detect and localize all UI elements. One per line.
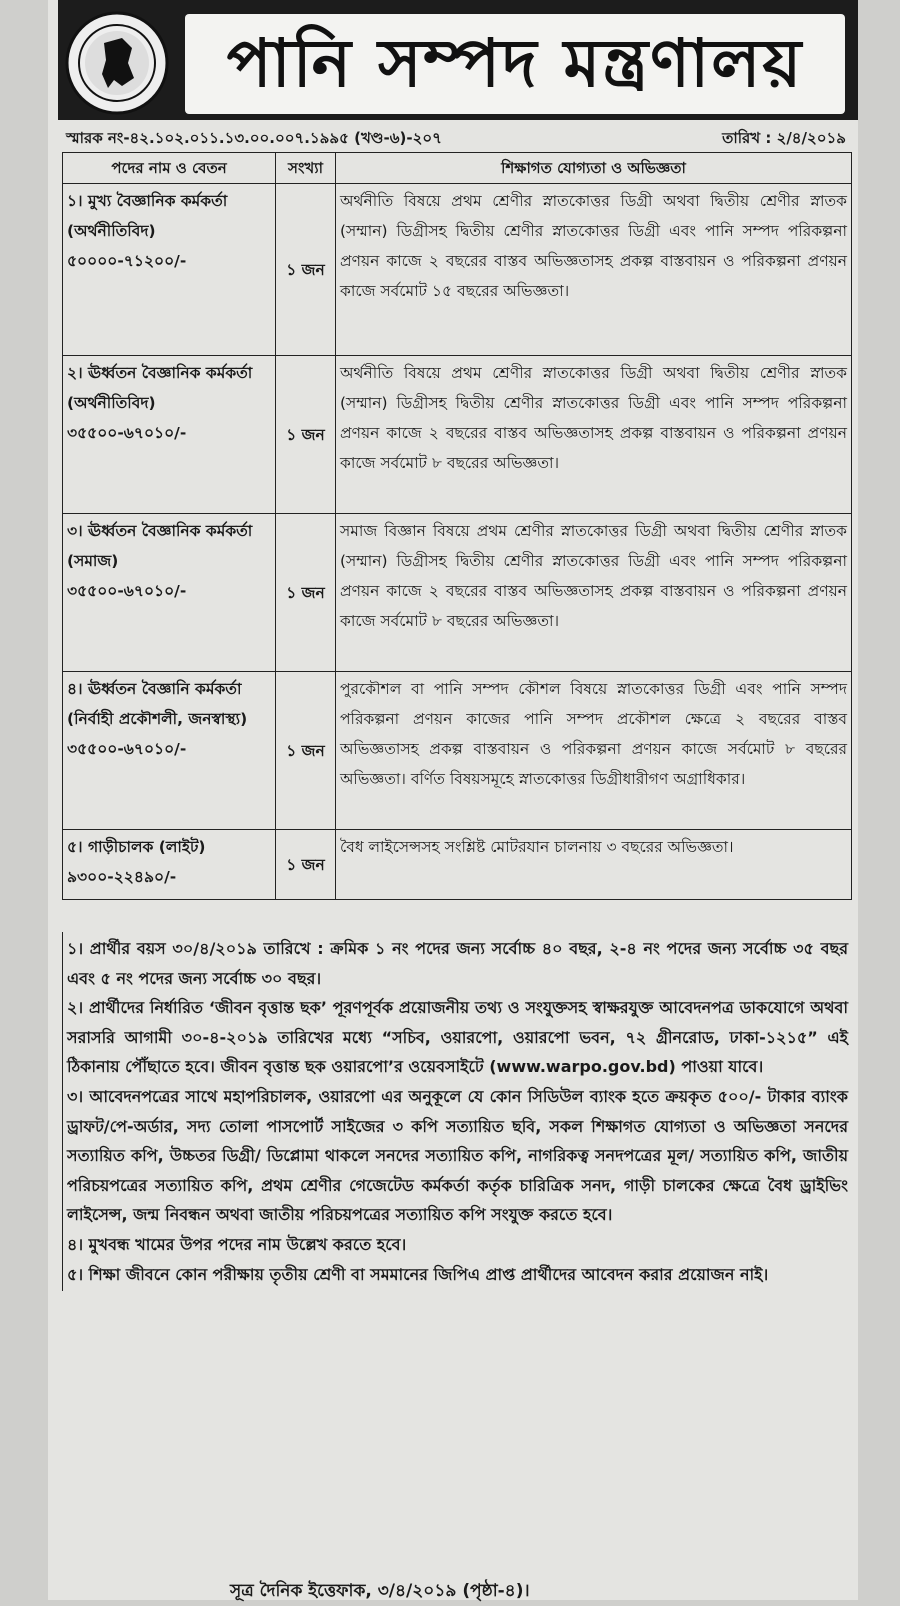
instruction-item: ৪। মুখবন্ধ খামের উপর পদের নাম উল্লেখ করতে হবে। <box>67 1234 407 1254</box>
instruction-item: ১। প্রার্থীর বয়স ৩০/৪/২০১৯ তারিখে : ক্রমিক ১ নং পদের জন্য সর্বোচ্চ ৪০ বছর, ২-৪ নং পদের জন্য সর্বোচ্চ ৩৫ বছর এবং ৫ নং পদের জন্য সর্বোচ্চ ৩০ বছর। <box>67 939 848 988</box>
post-name: ২। ঊর্ধ্বতন বৈজ্ঞানিক কর্মকর্তা (অর্থনীতিবিদ) <box>67 364 253 412</box>
table-row <box>63 514 852 672</box>
post-count: ১ জন <box>276 184 336 356</box>
post-name: ৪। ঊর্ধ্বতন বৈজ্ঞানি কর্মকর্তা (নির্বাহী প্রকৌশলী, জনস্বাস্থ্য) <box>67 680 248 728</box>
post-salary: ৯৩০০-২২৪৯০/- <box>67 868 177 886</box>
post-count: ১ জন <box>276 514 336 672</box>
instruction-item: ২। প্রার্থীদের নির্ধারিত ‘জীবন বৃত্তান্ত ছক’ পূরণপূর্বক প্রয়োজনীয় তথ্য ও সংযুক্তসহ স্বাক্ষরযুক্ত আবেদনপত্র ডাকযোগে অথবা সরাসরি আগামী ৩০-৪-২০১৯ তারিখের মধ্যে “সচিব, ওয়ারপো, ওয়ারপো ভবন, ৭২ গ্রীনরোড, ঢাকা-১২১৫” এই ঠিকানায় পৌঁছাতে হবে। জীবন বৃত্তান্ত ছক ওয়ারপো’র ওয়েবসাইটে (www.warpo.gov.bd) পাওয়া যাবে। <box>67 998 848 1077</box>
post-salary: ৩৫৫০০-৬৭০১০/- <box>67 740 187 758</box>
post-count: ১ জন <box>276 356 336 514</box>
header-count: সংখ্যা <box>276 153 336 184</box>
table-row <box>63 184 852 356</box>
post-name-cell <box>63 830 276 900</box>
posts-table <box>62 152 852 900</box>
post-name-cell <box>63 184 276 356</box>
memo-line <box>62 124 852 152</box>
post-qualification: সমাজ বিজ্ঞান বিষয়ে প্রথম শ্রেণীর স্নাতকোত্তর ডিগ্রী অথবা দ্বিতীয় শ্রেণীর স্নাতক (সম্মান) ডিগ্রীসহ দ্বিতীয় শ্রেণীর স্নাতকোত্তর ডিগ্রী এবং পানি সম্পদ পরিকল্পনা প্রণয়ন কাজে ২ বছরের বাস্তব অভিজ্ঞতাসহ প্রকল্প বাস্তবায়ন ও পরিকল্পনা প্রণয়ন কাজে সর্বমোট ৮ বছরের অভিজ্ঞতা। <box>336 514 852 672</box>
newspaper-source: সূত্র দৈনিক ইত্তেফাক, ৩/৪/২০১৯ (পৃষ্ঠা-৪)। <box>230 1581 530 1601</box>
post-count: ১ জন <box>276 830 336 900</box>
memo-reference: স্মারক নং-৪২.১০২.০১১.১৩.০০.০০৭.১৯৯৫ (খণ্ড-৬)-২০৭ <box>66 129 442 147</box>
post-salary: ৩৫৫০০-৬৭০১০/- <box>67 582 187 600</box>
post-qualification: পুরকৌশল বা পানি সম্পদ কৌশল বিষয়ে স্নাতকোত্তর ডিগ্রী এবং পানি সম্পদ পরিকল্পনা প্রণয়ন কাজের পানি সম্পদ প্রকৌশল ক্ষেত্রে ২ বছরের বাস্তব অভিজ্ঞতাসহ প্রকল্প বাস্তবায়ন ও পরিকল্পনা প্রণয়ন কাজে সর্বমোট ৮ বছরের অভিজ্ঞতা। বর্ণিত বিষয়সমূহে স্নাতকোত্তর ডিগ্রীধারীগণ অগ্রাধিকার। <box>336 672 852 830</box>
post-count: ১ জন <box>276 672 336 830</box>
post-name: ৫। গাড়ীচালক (লাইট) <box>67 838 206 856</box>
post-name: ৩। ঊর্ধ্বতন বৈজ্ঞানিক কর্মকর্তা (সমাজ) <box>67 522 253 570</box>
post-name-cell <box>63 672 276 830</box>
header-post-name: পদের নাম ও বেতন <box>63 153 276 184</box>
government-seal-logo <box>62 8 172 118</box>
memo-date: তারিখ : ২/৪/২০১৯ <box>722 129 846 147</box>
post-qualification: বৈধ লাইসেন্সসহ সংশ্লিষ্ট মোটরযান চালনায় ৩ বছরের অভিজ্ঞতা। <box>336 830 852 900</box>
post-name-cell <box>63 514 276 672</box>
instruction-item: ৫। শিক্ষা জীবনে কোন পরীক্ষায় তৃতীয় শ্রেণী বা সমমানের জিপিএ প্রাপ্ত প্রার্থীদের আবেদন করার প্রয়োজন নাই। <box>67 1264 769 1284</box>
table-row <box>63 830 852 900</box>
post-qualification: অর্থনীতি বিষয়ে প্রথম শ্রেণীর স্নাতকোত্তর ডিগ্রী অথবা দ্বিতীয় শ্রেণীর স্নাতক (সম্মান) ডিগ্রীসহ দ্বিতীয় শ্রেণীর স্নাতকোত্তর ডিগ্রী এবং পানি সম্পদ পরিকল্পনা প্রণয়ন কাজে ২ বছরের বাস্তব অভিজ্ঞতাসহ প্রকল্প বাস্তবায়ন ও পরিকল্পনা প্রণয়ন কাজে সর্বমোট ১৫ বছরের অভিজ্ঞতা। <box>336 184 852 356</box>
post-name: ১। মুখ্য বৈজ্ঞানিক কর্মকর্তা (অর্থনীতিবিদ) <box>67 192 228 240</box>
table-row <box>63 672 852 830</box>
ministry-title: পানি সম্পদ মন্ত্রণালয় <box>185 14 845 114</box>
header-qualification: শিক্ষাগত যোগ্যতা ও অভিজ্ঞতা <box>336 153 852 184</box>
application-instructions <box>62 932 852 1291</box>
post-salary: ৩৫৫০০-৬৭০১০/- <box>67 424 187 442</box>
table-header-row <box>63 153 852 184</box>
post-salary: ৫০০০০-৭১২০০/- <box>67 252 187 270</box>
post-qualification: অর্থনীতি বিষয়ে প্রথম শ্রেণীর স্নাতকোত্তর ডিগ্রী অথবা দ্বিতীয় শ্রেণীর স্নাতক (সম্মান) ডিগ্রীসহ দ্বিতীয় শ্রেণীর স্নাতকোত্তর ডিগ্রী এবং পানি সম্পদ পরিকল্পনা প্রণয়ন কাজে ২ বছরের বাস্তব অভিজ্ঞতাসহ প্রকল্প বাস্তবায়ন ও পরিকল্পনা প্রণয়ন কাজে সর্বমোট ৮ বছরের অভিজ্ঞতা। <box>336 356 852 514</box>
post-name-cell <box>63 356 276 514</box>
table-row <box>63 356 852 514</box>
instruction-item: ৩। আবেদনপত্রের সাথে মহাপরিচালক, ওয়ারপো এর অনুকূলে যে কোন সিডিউল ব্যাংক হতে ক্রয়কৃত ৫০০/- টাকার ব্যাংক ড্রাফট/পে-অর্ডার, সদ্য তোলা পাসপোর্ট সাইজের ৩ কপি সত্যায়িত ছবি, সকল শিক্ষাগত যোগ্যতা ও অভিজ্ঞতা সনদের সত্যায়িত কপি, উচ্চতর ডিগ্রী/ ডিপ্লোমা থাকলে সনদের সত্যায়িত কপি, নাগরিকত্ব সনদপত্রের মূল/ সত্যায়িত কপি, জাতীয় পরিচয়পত্রের সত্যায়িত কপি, প্রথম শ্রেণীর গেজেটেড কর্মকর্তা কর্তৃক চারিত্রিক সনদ, গাড়ী চালকের ক্ষেত্রে বৈধ ড্রাইভিং লাইসেন্স, জন্ম নিবন্ধন অথবা জাতীয় পরিচয়পত্রের সত্যায়িত কপি সংযুক্ত করতে হবে। <box>67 1086 848 1225</box>
